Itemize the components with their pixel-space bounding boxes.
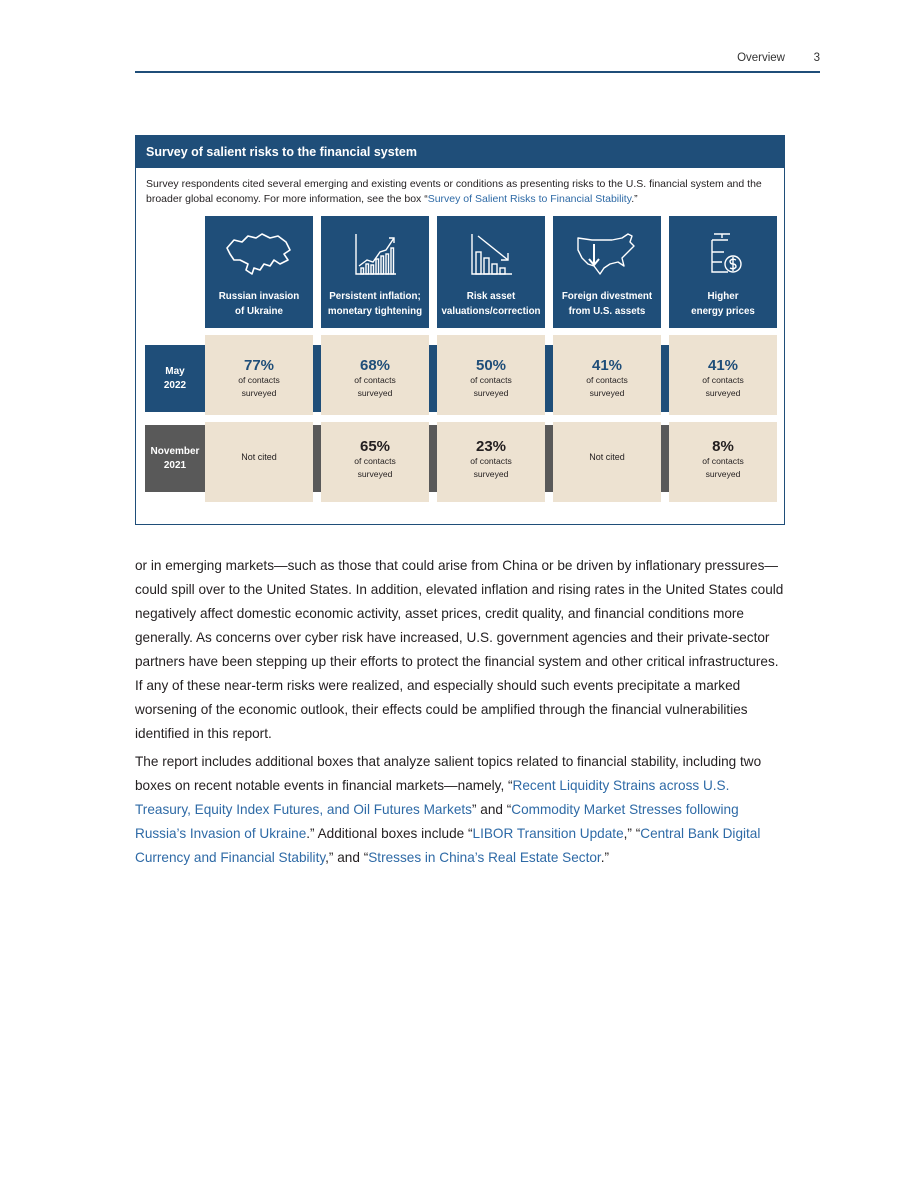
row-divider: [661, 425, 669, 492]
us-map-arrow-icon: [572, 230, 642, 280]
oil-barrel-dollar-icon: [688, 230, 758, 280]
running-header-section: Overview: [737, 52, 785, 64]
link-cbdc[interactable]: Central Bank Digital Currency and Financial Stability: [135, 826, 761, 865]
cell-percent: 41%: [707, 357, 739, 374]
row-divider: [313, 425, 321, 492]
row-divider: [429, 425, 437, 492]
nov-cell-risk-asset: [437, 422, 545, 502]
category-label-2: monetary tightening: [327, 305, 423, 317]
category-label-1: Risk asset: [466, 291, 516, 302]
category-label-1: Foreign divestment: [561, 291, 653, 302]
may-cell-russian-invasion: [205, 335, 313, 415]
box-intro: [146, 177, 776, 206]
row-label-november-2021: [145, 425, 205, 492]
cell-caption: of contacts: [586, 375, 628, 385]
cell-caption: surveyed: [705, 469, 741, 479]
cell-caption: surveyed: [705, 388, 741, 398]
category-higher-energy: [669, 216, 777, 328]
cell-caption: surveyed: [473, 388, 509, 398]
cell-caption: surveyed: [473, 469, 509, 479]
category-label-2: of Ukraine: [235, 305, 283, 317]
category-persistent-inflation: [321, 216, 429, 328]
cell-caption: of contacts: [470, 456, 512, 466]
row-divider: [545, 425, 553, 492]
category-label-1: Russian invasion: [218, 291, 300, 302]
paragraph-text: ,” “: [623, 826, 641, 841]
row-divider: [313, 345, 321, 412]
may-cell-inflation: [321, 335, 429, 415]
category-label-1: Persistent inflation;: [329, 291, 421, 302]
category-foreign-divestment: [553, 216, 661, 328]
rising-chart-icon: [340, 230, 410, 280]
may-cell-risk-asset: [437, 335, 545, 415]
page-number: 3: [813, 52, 820, 64]
row-label-year: 2021: [163, 459, 187, 471]
cell-caption: of contacts: [354, 375, 396, 385]
box-title: Survey of salient risks to the financial system: [136, 136, 784, 168]
row-label-year: 2022: [163, 379, 187, 391]
row-label-may-2022: [145, 345, 205, 412]
paragraph-text: .” Additional boxes include “: [306, 826, 473, 841]
category-label-2: energy prices: [691, 305, 755, 317]
cell-percent: 68%: [359, 357, 391, 374]
link-libor-transition[interactable]: LIBOR Transition Update: [472, 826, 624, 841]
category-risk-asset-valuations: [437, 216, 545, 328]
link-commodity-market-stresses[interactable]: Commodity Market Stresses following Russia’s Invasion of Ukraine: [135, 802, 739, 841]
not-cited-text: Not cited: [241, 452, 277, 462]
paragraph-text: .”: [600, 850, 610, 865]
cell-percent: 23%: [475, 438, 507, 455]
cell-caption: surveyed: [589, 388, 625, 398]
nov-cell-russian-invasion: [205, 422, 313, 502]
body-paragraph-1: or in emerging markets—such as those that could arise from China or be driven by inflationary pressures—could spill over to the United States. In addition, elevated inflation and rising rates in the United States could negatively affect domestic economic activity, asset prices, credit quality, and financial conditions more generally. As concerns over cyber risk have increased, U.S. government agencies and their private-sector partners have been stepping up their efforts to protect the financial system and other critical infrastructures. If any of these near-term risks were realized, and especially should such events precipitate a marked worsening of the economic outlook, their effects could be amplified through the financial vulnerabilities identified in this report.: [135, 558, 784, 741]
ukraine-map-icon: [224, 230, 294, 280]
nov-cell-inflation: [321, 422, 429, 502]
category-label-1: Higher: [707, 291, 739, 302]
intro-text-end: .”: [631, 192, 638, 205]
nov-cell-energy-prices: [669, 422, 777, 502]
row-label-month: November: [150, 445, 200, 457]
cell-caption: surveyed: [241, 388, 277, 398]
row-divider: [661, 345, 669, 412]
cell-caption: of contacts: [238, 375, 280, 385]
cell-caption: of contacts: [354, 456, 396, 466]
page-header: [135, 50, 820, 73]
cell-percent: 50%: [475, 357, 507, 374]
paragraph-text: ,” and “: [325, 850, 369, 865]
paragraph-text: ” and “: [471, 802, 512, 817]
body-paragraph-2: [135, 750, 785, 870]
may-cell-energy-prices: [669, 335, 777, 415]
link-china-real-estate[interactable]: Stresses in China’s Real Estate Sector: [368, 850, 601, 865]
link-liquidity-strains[interactable]: Recent Liquidity Strains across U.S. Treasury, Equity Index Futures, and Oil Futures Markets: [135, 778, 730, 817]
nov-cell-foreign-divestment: [553, 422, 661, 502]
cell-caption: of contacts: [470, 375, 512, 385]
category-russian-invasion: [205, 216, 313, 328]
intro-link-salient-risks[interactable]: Survey of Salient Risks to Financial Stability: [427, 192, 632, 205]
may-cell-foreign-divestment: [553, 335, 661, 415]
cell-caption: surveyed: [357, 469, 393, 479]
cell-caption: of contacts: [702, 375, 744, 385]
intro-text: Survey respondents cited several emerging and existing events or conditions as presenting risks to the U.S. financial system and the broader global economy. For more information, see the box “: [146, 178, 762, 205]
row-divider: [429, 345, 437, 412]
paragraph-text: The report includes additional boxes that analyze salient topics related to financial stability, including two boxes on recent notable events in financial markets—namely, “: [135, 754, 762, 793]
not-cited-text: Not cited: [589, 452, 625, 462]
cell-percent: 41%: [591, 357, 623, 374]
cell-percent: 77%: [243, 357, 275, 374]
cell-caption: of contacts: [702, 456, 744, 466]
row-divider: [545, 345, 553, 412]
cell-percent: 8%: [712, 438, 734, 455]
cell-percent: 65%: [359, 438, 391, 455]
cell-caption: surveyed: [357, 388, 393, 398]
survey-risks-box: [135, 135, 785, 525]
category-label-2: from U.S. assets: [568, 305, 646, 317]
body-text: [135, 554, 785, 874]
falling-chart-icon: [456, 230, 526, 280]
row-label-month: May: [165, 365, 185, 377]
category-label-2: valuations/correction: [441, 305, 541, 317]
